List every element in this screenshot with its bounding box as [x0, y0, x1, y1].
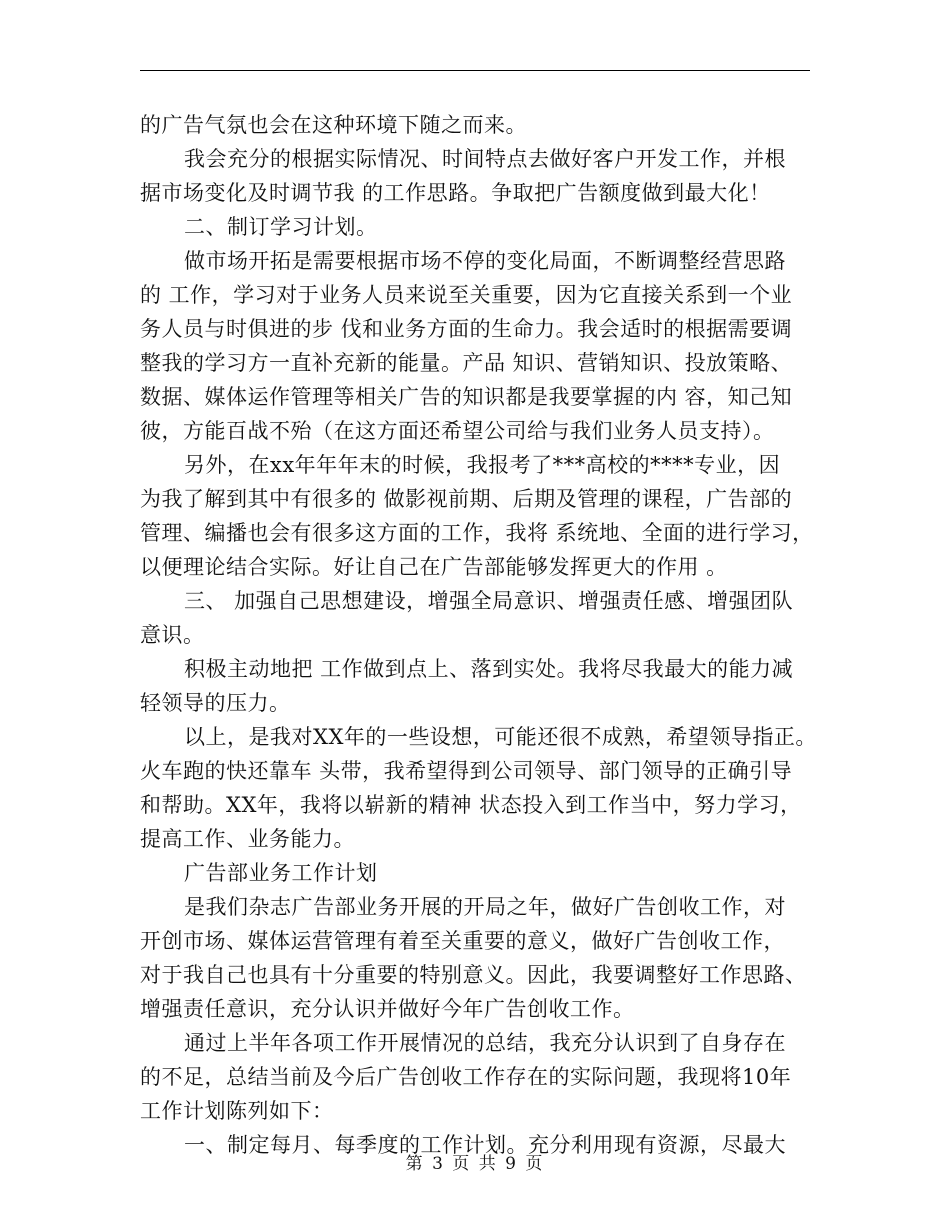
text-line: 积极主动地把 工作做到点上、落到实处。我将尽我最大的能力减: [184, 657, 794, 681]
text-line: 的广告气氛也会在这种环境下随之而来。: [140, 113, 527, 137]
section-heading: 二、制订学习计划。: [184, 215, 378, 239]
text-line: 对于我自己也具有十分重要的特别意义。因此，我要调整好工作思路、: [140, 963, 807, 987]
body-text: [140, 108, 820, 1162]
text-line: 工作计划陈列如下：: [140, 1099, 334, 1123]
text-line: 我会充分的根据实际情况、时间特点去做好客户开发工作，并根: [184, 147, 786, 171]
text-line: 通过上半年各项工作开展情况的总结，我充分认识到了自身存在: [184, 1031, 786, 1055]
text-line: 管理、编播也会有很多这方面的工作，我将 系统地、全面的进行学习，: [140, 521, 814, 545]
text-line: 的不足，总结当前及今后广告创收工作存在的实际问题，我现将10年: [140, 1065, 792, 1089]
text-line: 提高工作、业务能力。: [140, 827, 355, 851]
document-subtitle: 广告部业务工作计划: [184, 861, 378, 885]
text-line: 意识。: [140, 623, 205, 647]
page-number: 第 3 页 共 9 页: [405, 1154, 545, 1174]
text-line: 做市场开拓是需要根据市场不停的变化局面，不断调整经营思路: [184, 249, 786, 273]
text-line: 火车跑的快还靠车 头带，我希望得到公司领导、部门领导的正确引导: [140, 759, 793, 783]
text-line: 增强责任意识，充分认识并做好今年广告创收工作。: [140, 997, 635, 1021]
text-line: 的 工作，学习对于业务人员来说至关重要，因为它直接关系到一个业: [140, 283, 793, 307]
text-line: 以上，是我对XX年的一些设想，可能还很不成熟，希望领导指正。: [184, 725, 817, 749]
text-line: 数据、媒体运作管理等相关广告的知识都是我要掌握的内 容，知己知: [140, 385, 793, 409]
text-line: 是我们杂志广告部业务开展的开局之年，做好广告创收工作，对: [184, 895, 786, 919]
text-line: 整我的学习方一直补充新的能量。产品 知识、营销知识、投放策略、: [140, 351, 793, 375]
section-heading: 三、 加强自己思想建设，增强全局意识、增强责任感、增强团队: [184, 589, 794, 613]
header-rule: [140, 70, 810, 71]
text-line: 为我了解到其中有很多的 做影视前期、后期及管理的课程，广告部的: [140, 487, 793, 511]
text-line: 和帮助。XX年，我将以崭新的精神 状态投入到工作当中，努力学习，: [140, 793, 802, 817]
text-line: 开创市场、媒体运营管理有着至关重要的意义，做好广告创收工作，: [140, 929, 785, 953]
text-line: 另外，在xx年年年末的时候，我报考了***高校的****专业，因: [184, 453, 781, 477]
section-heading: 一、制定每月、每季度的工作计划。充分利用现有资源，尽最大: [184, 1133, 786, 1157]
text-line: 据市场变化及时调节我 的工作思路。争取把广告额度做到最大化！: [140, 181, 771, 205]
text-line: 务人员与时俱进的步 伐和业务方面的生命力。我会适时的根据需要调: [140, 317, 793, 341]
text-line: 以便理论结合实际。好让自己在广告部能够发挥更大的作用 。: [140, 555, 728, 579]
text-line: 彼，方能百战不殆（在这方面还希望公司给与我们业务人员支持）。: [140, 419, 775, 443]
text-line: 轻领导的压力。: [140, 691, 291, 715]
